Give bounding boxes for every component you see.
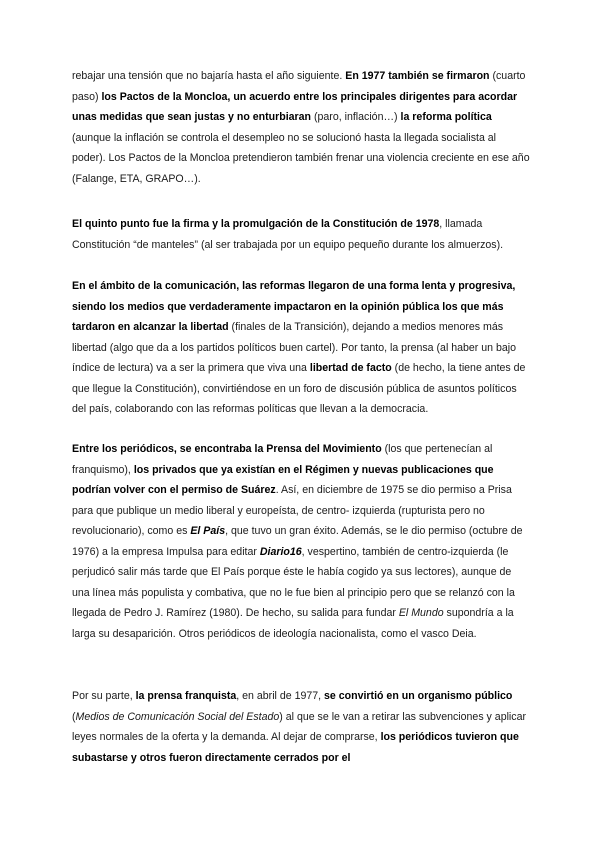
text-run: (aunque la inflación se controla el desempleo no se solucionó hasta la llegada socialista al poder). Los Pactos de la Moncloa pretendieron también frenar una violencia creciente en ese año (Falange, ETA, GRAPO…). (72, 131, 530, 185)
text-run: Diario16 (259, 545, 302, 558)
text-run: (los que pertenecían al franquismo), (72, 443, 493, 476)
paragraph-constitution-1978 (72, 214, 530, 255)
text-run: la reforma política (400, 111, 492, 123)
text-run: (paro, inflación…) (311, 111, 401, 123)
text-run: En 1977 también se firmaron (345, 70, 490, 82)
text-run: los privados que ya existían en el Régimen y nuevas publicaciones que podrían volver con el permiso de Suárez (72, 463, 494, 496)
text-run: ( (72, 710, 76, 723)
text-run: supondría a la larga su desaparición. Otros periódicos de ideología nacionalista, como el vasco Deia. (72, 607, 514, 640)
text-run: Entre los periódicos, se encontraba la Prensa del Movimiento (72, 443, 382, 455)
paragraph-francoist-press (72, 686, 530, 768)
text-run: . Así, en diciembre de 1975 se dio permiso a Prisa para que publique un medio liberal y europeísta, de centro- izquierda (rupturista pero no revolucionario), como es (72, 484, 512, 537)
paragraph-communication-reforms (72, 276, 530, 420)
text-run: (de hecho, la tiene antes de que llegue la Constitución), convirtiéndose en un foro de discusión pública de asuntos políticos del país, colaborando con las reformas políticas que llevan a la democracia. (72, 362, 526, 415)
text-run: , vespertino, también de centro-izquierda (le perjudicó salir más tarde que El País porque éste le había cogido ya sus lectores), aunque de una línea más populista y combativa, que no le fue bien al principio pero que se relanzó con la llegada de Pedro J. Ramírez (1980). De hecho, su salida para fundar (72, 545, 515, 619)
text-run: ) al que se le van a retirar las subvenciones y aplicar leyes normales de la oferta y la demanda. Al dejar de comprarse, (72, 710, 527, 743)
text-run: , llamada Constitución “de manteles” (al ser trabajada por un equipo pequeño durante los almuerzos). (72, 218, 504, 251)
text-run: (finales de la Transición), dejando a medios menores más libertad (algo que da a los partidos políticos buen cartel). Por tanto, la prensa (al haber un bajo índice de lectura) va a ser la primera que viva una (72, 321, 517, 374)
text-run: El País (190, 525, 226, 537)
text-run: libertad de facto (309, 362, 392, 374)
paragraph-moncloa-pacts (72, 66, 530, 189)
text-run: En el ámbito de la comunicación, las reformas llegaron de una forma lenta y progresiva, siendo los medios que verdaderamente impactaron en la opinión pública los que más tardaron en alcanzar la libertad (72, 280, 516, 333)
text-run: se convirtió en un organismo público (324, 690, 513, 702)
text-run: , en abril de 1977, (236, 690, 325, 702)
text-run: (cuarto paso) (72, 70, 526, 103)
text-run: El Mundo (398, 607, 444, 619)
text-run: la prensa franquista (135, 690, 237, 702)
text-run: rebajar una tensión que no bajaría hasta el año siguiente. (72, 70, 346, 82)
text-run: los periódicos tuvieron que subastarse y otros fueron directamente cerrados por el (72, 731, 519, 764)
paragraph-newspapers (72, 439, 530, 644)
text-run: los Pactos de la Moncloa, un acuerdo entre los principales dirigentes para acordar unas medidas que sean justas y no enturbiaran (72, 90, 518, 123)
text-run: Por su parte, (72, 690, 136, 702)
text-run: Medios de Comunicación Social del Estado (75, 710, 280, 723)
text-run: El quinto punto fue la firma y la promulgación de la Constitución de 1978 (72, 218, 440, 230)
text-run: , que tuvo un gran éxito. Además, se le dio permiso (octubre de 1976) a la empresa Impulsa para editar (72, 525, 523, 558)
